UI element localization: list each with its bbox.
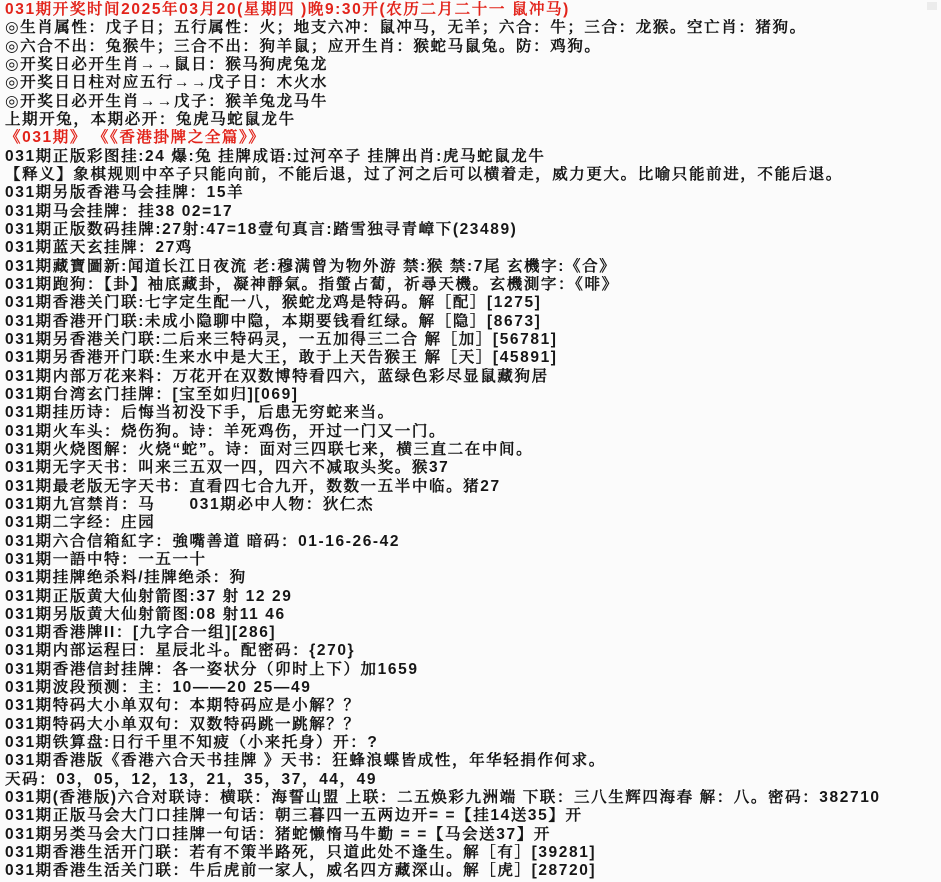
- info-line: 031期最老版无字天书：直看四七合九开，数数一五半中临。猪27: [5, 477, 501, 495]
- info-line: 天码：03，05，12，13，21，35，37，44，49: [5, 770, 378, 788]
- info-line: 031期香港开门联:未成小隐聊中隐，本期要钱看红绿。解［隐］[8673]: [5, 312, 542, 330]
- info-line: 031期马会挂牌：挂38 02=17: [5, 202, 234, 220]
- info-line: 031期无字天书：叫来三五双一四，四六不减取头奖。猴37: [5, 459, 450, 477]
- info-line: 031期另香港关门联:二后来三特码灵，一五加得三二合 解［加］[56781]: [5, 330, 558, 348]
- info-line: 031期挂历诗：后悔当初没下手，后患无穷蛇来当。: [5, 404, 395, 422]
- info-line: 031期香港生活开门联：若有不策半路死，只道此处不逢生。解［有］[39281]: [5, 844, 597, 862]
- info-line: 031期铁算盘:日行千里不知疲（小来托身）开：?: [5, 734, 379, 752]
- info-line: 031期火车头：烧伤狗。诗：羊死鸡伤，开过一门又一门。: [5, 422, 447, 440]
- info-line: ◎开奖日日柱对应五行→→戊子日：木火水: [5, 74, 328, 92]
- info-line: 031期六合信箱紅字：強嘴善道 暗码：01-16-26-42: [5, 532, 401, 550]
- info-line: ◎六合不出：兔猴牛；三合不出：狗羊鼠；应开生肖：猴蛇马鼠兔。防：鸡狗。: [5, 37, 602, 55]
- info-line: 【释义】象棋规则中卒子只能向前，不能后退，过了河之后可以横着走，威力更大。比喻只能前进，不能后退。: [5, 165, 843, 183]
- info-line: 031期台湾玄门挂牌：[宝至如归][069]: [5, 385, 299, 403]
- info-line: 031期另版香港马会挂牌：15羊: [5, 184, 245, 202]
- info-line: 031期另香港开门联:生来水中是大王，敢于上天告猴王 解［天］[45891]: [5, 349, 558, 367]
- info-line: 031期正版马会大门口挂牌一句话：朝三暮四一五两边开= =【挂14送35】开: [5, 807, 583, 825]
- info-line: 上期开兔，本期必开：兔虎马蛇鼠龙牛: [5, 110, 296, 128]
- info-line: 031期跑狗：【卦】袖底藏卦，凝神靜氣。指螢占蔔，祈尋天機。玄機測字：《啡》: [5, 275, 619, 293]
- info-line: ◎开奖日必开生肖→→鼠日：猴马狗虎兔龙: [5, 55, 328, 73]
- info-line: 031期正版彩图挂:24 爆:兔 挂牌成语:过河卒子 挂牌出肖:虎马蛇鼠龙牛: [5, 147, 546, 165]
- info-line: 031期二字经：庄园: [5, 514, 156, 532]
- info-line: 031期开奖时间2025年03月20(星期四 )晚9:30开(农历二月二十一 鼠冲马): [5, 1, 570, 18]
- info-line: ◎开奖日必开生肖→→戊子：猴羊兔龙马牛: [5, 92, 328, 110]
- info-line: ◎生肖属性：戊子日；五行属性：火；地支六冲：鼠冲马，无羊；六合：牛；三合：龙猴。空亡肖：猪狗。: [5, 19, 807, 37]
- info-line: 031期波段预测：主：10——20 25—49: [5, 679, 312, 697]
- info-line: 031期香港信封挂牌：各一姿状分（卯时上下）加1659: [5, 660, 419, 678]
- info-line: 031期火烧图解：火烧“蛇”。诗：面对三四联七来，横三直二在中间。: [5, 440, 534, 458]
- info-line: 031期(香港版)六合对联诗：横联：海誓山盟 上联：二五焕彩九洲端 下联：三八生辉四海春 解：八。密码：382710: [5, 789, 881, 807]
- info-line: 031期香港生活关门联：牛后虎前一家人，威名四方藏深山。解［虎］[28720]: [5, 862, 597, 880]
- info-line: 031期正版数码挂牌:27射:47=18壹句真言:踏雪独寻青嶂下(23489): [5, 220, 518, 238]
- info-line: 031期香港关门联:七字定生配一八，猴蛇龙鸡是特码。解［配］[1275]: [5, 294, 542, 312]
- info-line: 031期内部运程曰：星辰北斗。配密码：{270}: [5, 642, 356, 660]
- info-line: 031期蓝天玄挂牌：27鸡: [5, 239, 193, 257]
- info-line: 031期特码大小单双句：双数特码跳一跳解？？: [5, 715, 361, 733]
- info-line: 031期正版黄大仙射箭图:37 射 12 29: [5, 587, 293, 605]
- info-line: 031期特码大小单双句：本期特码应是小解？？: [5, 697, 361, 715]
- info-line: 031期九宫禁肖：马 031期必中人物：狄仁杰: [5, 495, 375, 513]
- info-line: 《031期》 《《香港掛牌之全篇》》: [5, 129, 266, 147]
- info-line: 031期挂牌绝杀料/挂牌绝杀：狗: [5, 569, 247, 587]
- info-line: 031期香港牌II：[九字合一组][286]: [5, 624, 277, 642]
- info-line: 031期内部万花来料：万花开在双数博特看四六，蓝绿色彩尽显鼠藏狗居: [5, 367, 549, 385]
- info-line: 031期一語中特：一五一十: [5, 550, 207, 568]
- info-lines-block: [5, 1, 941, 881]
- info-line: 031期香港版《香港六合天书挂牌 》天书：狂蜂浪蝶皆成性，年华轻捐作何求。: [5, 752, 606, 770]
- info-line: 031期藏寶圖新:闻道长江日夜流 老:穆满曾为物外游 禁:猴 禁:7尾 玄機字:《合》: [5, 257, 617, 275]
- info-line: 031期另版黄大仙射箭图:08 射11 46: [5, 605, 286, 623]
- info-line: 031期另类马会大门口挂牌一句话：猪蛇懒惰马牛勤 = =【马会送37】开: [5, 825, 551, 843]
